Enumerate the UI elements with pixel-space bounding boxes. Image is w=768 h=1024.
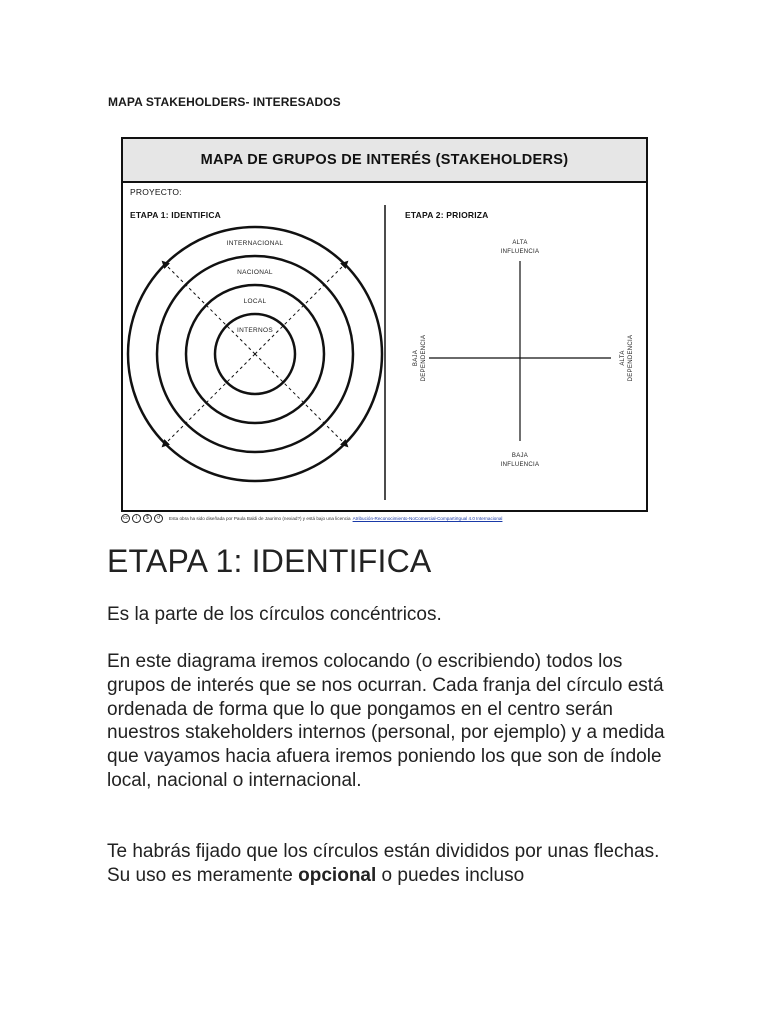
sa-icon: ↺ [154,514,163,523]
proyecto-label: PROYECTO: [130,187,182,197]
paragraph-3-bold: opcional [298,864,377,886]
stage1-label: ETAPA 1: IDENTIFICA [130,210,222,220]
section-title: ETAPA 1: IDENTIFICA [107,543,432,579]
license-row [121,512,648,524]
axis-top-line1: ALTA [512,240,528,246]
document-heading: MAPA STAKEHOLDERS- INTERESADOS [108,95,341,109]
ring-label-internacional: INTERNACIONAL [226,240,284,247]
axis-bottom-line2: INFLUENCIA [500,462,540,468]
license-link[interactable]: Atribución-Reconocimiento-NoComercial-CompartirIgual 4.0 Internacional [352,515,503,521]
paragraph-2: En este diagrama iremos colocando (o escribiendo) todos los grupos de interés que se nos ocurran. Cada franja del círculo está ordenada de forma que lo que pongamos en el centro serán nuestros stakeholders internos (personal, por ejemplo) y a medida que vayamos hacia afuera iremos poniendo los que son de índole local, nacional o internacional. [107,651,665,791]
axis-top-line2: INFLUENCIA [500,249,540,255]
stage2-label: ETAPA 2: PRIORIZA [405,210,489,220]
nc-icon: $ [143,514,152,523]
paragraph-1: Es la parte de los círculos concéntricos. [107,604,442,625]
paragraph-3-before: Te habrás fijado que los círculos están divididos por unas flechas. Su uso es meramente [107,841,660,886]
axis-bottom-line1: BAJA [511,453,529,459]
axis-right-line1: ALTA [620,350,626,366]
license-text: Esta obra ha sido diseñada por Paula Baldi de Jaurimo (nexiad?) y está bajo una licencia [169,515,351,521]
ring-label-internos: INTERNOS [237,327,273,334]
by-icon: i [132,514,141,523]
arrow-bottom-left [163,354,255,446]
axis-right-line2: DEPENDENCIA [628,334,634,382]
cc-icon: cc [123,514,128,521]
axis-left-line1: BAJA [413,349,419,367]
stakeholder-map-figure [121,137,648,512]
paragraph-3 [107,840,667,888]
figure-title: MAPA DE GRUPOS DE INTERÉS (STAKEHOLDERS) [200,152,569,168]
ring-label-local: LOCAL [243,298,267,305]
arrow-bottom-right [255,354,347,446]
figure-diagrams [123,139,646,510]
axis-left-line2: DEPENDENCIA [421,334,427,382]
paragraph-3-after: o puedes incluso [376,864,525,886]
ring-label-nacional: NACIONAL [237,269,273,276]
